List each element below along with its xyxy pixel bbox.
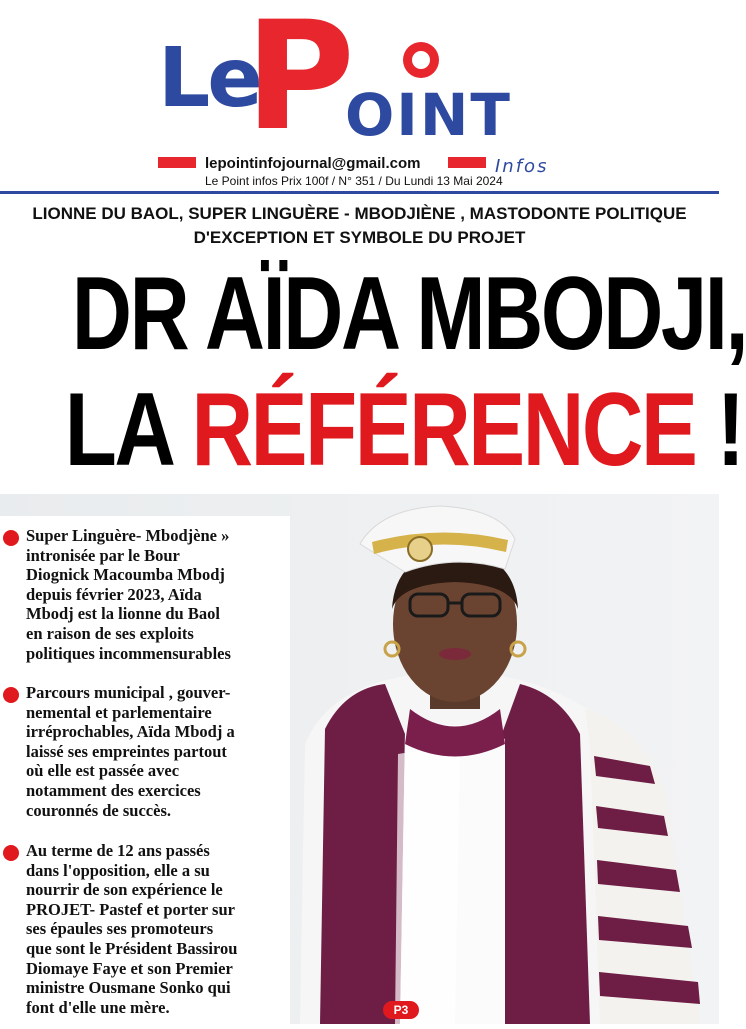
logo-bar-left: [158, 157, 196, 168]
kicker-subtitle: LIONNE DU BAOL, SUPER LINGUÈRE - MBODJIÈNE , MASTODONTE POLITIQUE D'EXCEPTION ET SYMBOLE DU PROJET: [32, 204, 687, 247]
logo-infos: Infos: [495, 156, 549, 177]
bullet-text: Au terme de 12 ans passés dans l'opposition, elle a su nourrir de son expérience le PROJET- Pastef et porter sur ses épaules ses promoteurs que sont le Président Bassirou Diomaye Faye et son Premier ministre Ousmane Sonko qui font d'elle une mère.: [26, 841, 238, 1017]
headline-line-2: [64, 372, 743, 488]
page-badge: P3: [383, 1001, 419, 1019]
headline-prefix: LA: [64, 372, 192, 488]
bullet-text: Super Linguère- Mbodjène » intronisée par le Bour Diognick Macoumba Mbodj depuis février 2023, Aïda Mbodj est la lionne du Baol en raison de ses exploits politiques incommensurables: [26, 526, 231, 663]
issue-line: Le Point infos Prix 100f / N° 351 / Du Lundi 13 Mai 2024: [205, 174, 503, 188]
bullet-dot-icon: [3, 530, 19, 546]
headline-line-1: DR AÏDA MBODJI,: [71, 256, 746, 372]
logo-le: Le: [158, 31, 260, 126]
contact-email: lepointinfojournal@gmail.com: [205, 155, 421, 172]
bullet-text: Parcours municipal , gouver- nemental et parlementaire irréprochables, Aïda Mbodj a laissé ses empreintes partout où elle est passée avec notamment des exercices couronnés de succès.: [26, 683, 235, 820]
masthead: [0, 0, 719, 196]
logo-dot-icon: [403, 42, 439, 78]
bullet-dot-icon: [3, 845, 19, 861]
headline-highlight: RÉFÉRENCE: [191, 372, 696, 488]
logo-bar-right: [448, 157, 486, 168]
headline-suffix: !: [695, 372, 743, 488]
logo-oint: OINT: [345, 81, 512, 149]
bullet-dot-icon: [3, 687, 19, 703]
masthead-divider: [0, 191, 719, 194]
logo-p: P: [245, 0, 355, 164]
